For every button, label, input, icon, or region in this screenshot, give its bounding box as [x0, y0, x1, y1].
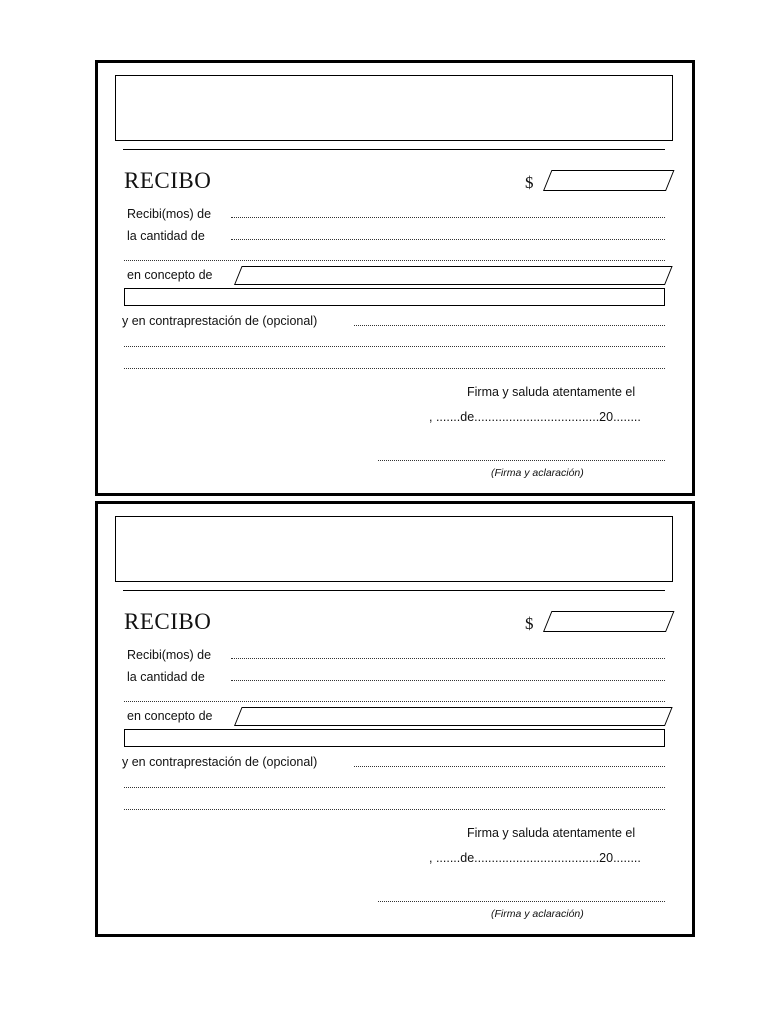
amount-label: la cantidad de: [127, 670, 205, 684]
receipt-title: RECIBO: [124, 168, 212, 193]
amount-field[interactable]: [543, 170, 674, 191]
counter-line[interactable]: [354, 766, 665, 767]
receipt-title: RECIBO: [124, 609, 212, 634]
counter-line-3[interactable]: [124, 368, 665, 369]
header-divider: [123, 149, 665, 150]
amount-words-line[interactable]: [231, 239, 665, 240]
amount-field[interactable]: [543, 611, 674, 632]
counter-label: y en contraprestación de (opcional): [122, 755, 318, 769]
received-from-line[interactable]: [231, 658, 665, 659]
sign-text: Firma y saluda atentamente el: [467, 826, 636, 840]
concept-field[interactable]: [234, 266, 673, 285]
counter-line-2[interactable]: [124, 787, 665, 788]
amount-words-line[interactable]: [231, 680, 665, 681]
amount-label: la cantidad de: [127, 229, 205, 243]
concept-field[interactable]: [234, 707, 673, 726]
header-box[interactable]: [115, 75, 673, 141]
concept-field-2[interactable]: [124, 729, 665, 747]
counter-line-3[interactable]: [124, 809, 665, 810]
signature-caption: (Firma y aclaración): [491, 908, 584, 920]
counter-line-2[interactable]: [124, 346, 665, 347]
concept-label: en concepto de: [127, 709, 213, 723]
concept-field-2[interactable]: [124, 288, 665, 306]
sign-text: Firma y saluda atentamente el: [467, 385, 636, 399]
date-line[interactable]: , .......de....................................20........: [429, 851, 641, 865]
received-from-label: Recibi(mos) de: [127, 207, 212, 221]
date-line[interactable]: , .......de....................................20........: [429, 410, 641, 424]
counter-line[interactable]: [354, 325, 665, 326]
signature-line[interactable]: [378, 901, 665, 902]
concept-label: en concepto de: [127, 268, 213, 282]
currency-symbol: $: [525, 614, 534, 633]
counter-label: y en contraprestación de (opcional): [122, 314, 318, 328]
header-divider: [123, 590, 665, 591]
amount-words-line-2[interactable]: [124, 701, 665, 702]
received-from-line[interactable]: [231, 217, 665, 218]
signature-caption: (Firma y aclaración): [491, 467, 584, 479]
header-box[interactable]: [115, 516, 673, 582]
received-from-label: Recibi(mos) de: [127, 648, 212, 662]
amount-words-line-2[interactable]: [124, 260, 665, 261]
currency-symbol: $: [525, 173, 534, 192]
receipt-form: [95, 60, 695, 496]
receipt-form: [95, 501, 695, 937]
signature-line[interactable]: [378, 460, 665, 461]
